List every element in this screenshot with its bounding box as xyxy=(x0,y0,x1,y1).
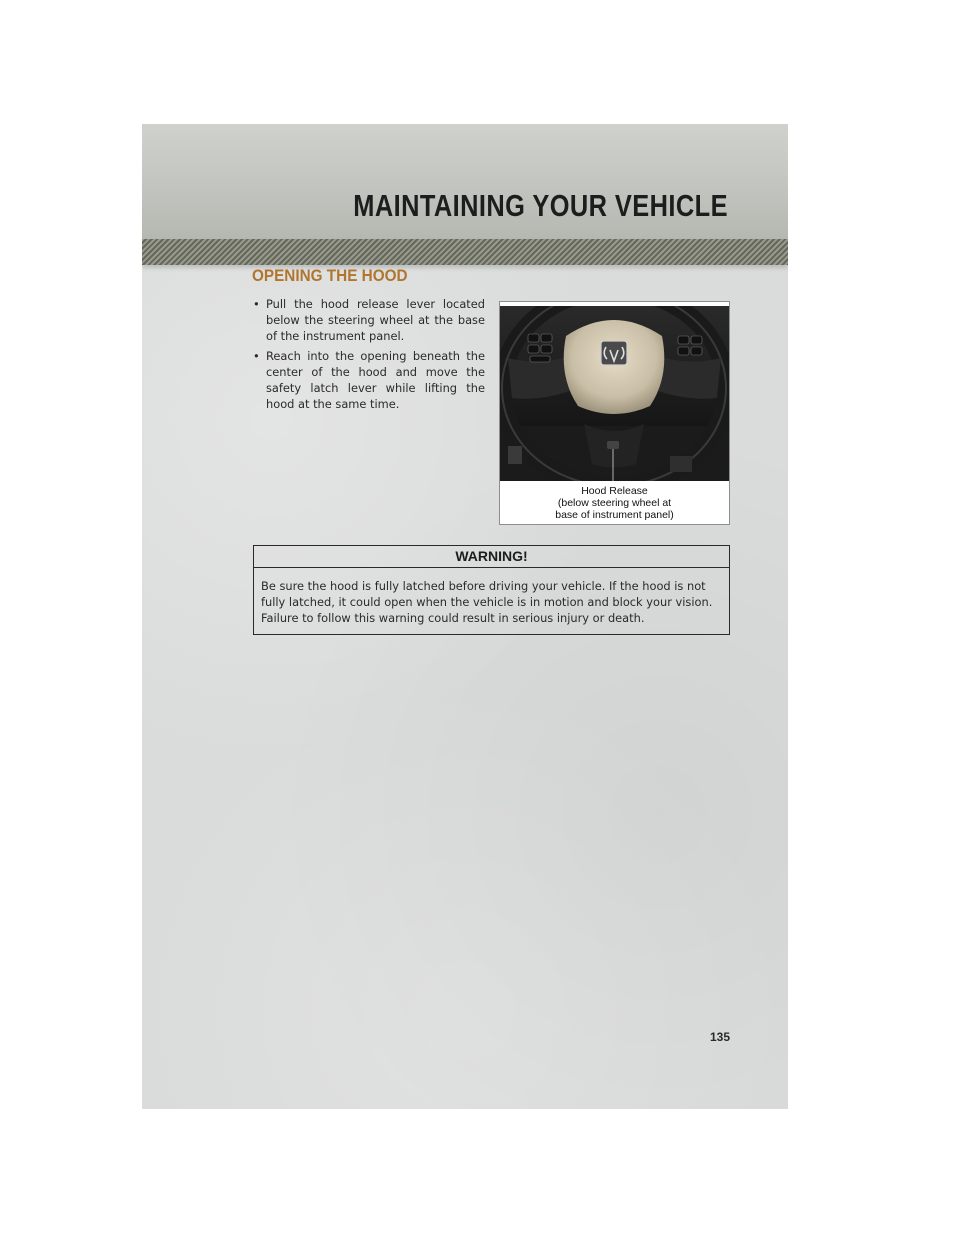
caption-line: Hood Release xyxy=(581,485,648,497)
bullet-icon: • xyxy=(253,297,260,311)
caption-line: (below steering wheel at xyxy=(557,497,672,509)
list-item-text: Reach into the opening beneath the center of the hood and move the safety latch lever while lifting the hood at the same time. xyxy=(266,349,485,411)
hood-release-figure xyxy=(499,301,730,525)
manual-page xyxy=(142,124,788,1109)
list-item xyxy=(252,348,485,412)
chapter-header-band xyxy=(142,124,788,239)
figure-caption xyxy=(500,485,729,521)
steering-wheel-illustration xyxy=(500,306,729,481)
page-number: 135 xyxy=(709,1030,730,1044)
steering-wheel-photo xyxy=(500,306,729,481)
chapter-title: MAINTAINING YOUR VEHICLE xyxy=(353,188,728,223)
list-item xyxy=(252,296,485,344)
warning-title: WARNING! xyxy=(254,546,729,568)
bullet-icon: • xyxy=(253,349,260,363)
warning-text: Be sure the hood is fully latched before driving your vehicle. If the hood is not fully latched, it could open when the vehicle is in motion and block your vision. Failure to follow this warning could result in serious injury or death. xyxy=(261,579,713,625)
header-stripe xyxy=(142,239,788,265)
instruction-list xyxy=(252,296,485,416)
list-item-text: Pull the hood release lever located below the steering wheel at the base of the instrument panel. xyxy=(266,297,485,343)
section-title: OPENING THE HOOD xyxy=(252,266,408,285)
caption-line: base of instrument panel) xyxy=(555,509,674,521)
warning-box xyxy=(253,545,730,635)
